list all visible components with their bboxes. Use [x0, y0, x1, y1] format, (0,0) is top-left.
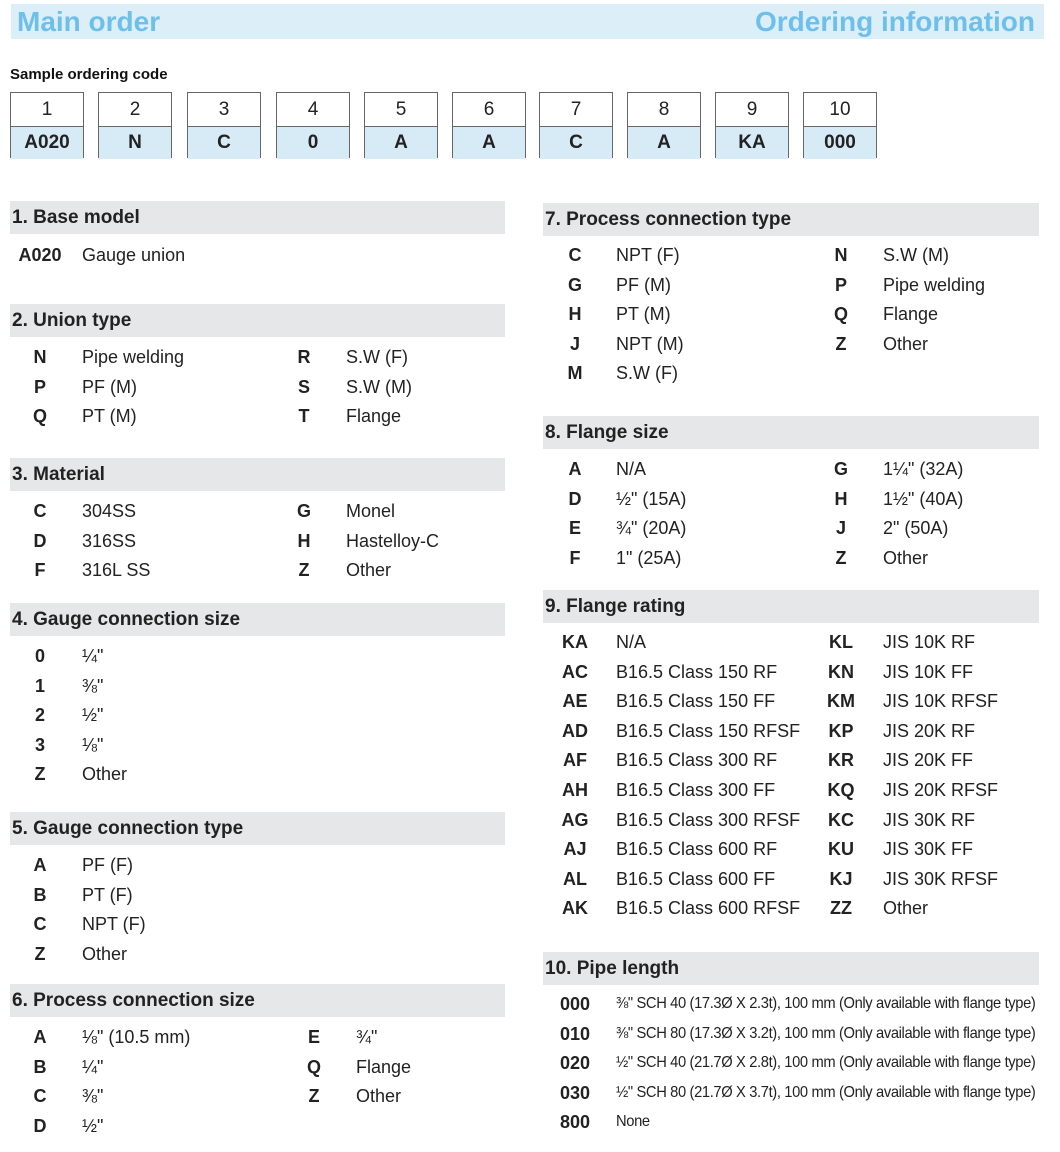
code-position-number: 5 — [365, 93, 437, 127]
section-title: 9. Flange rating — [543, 590, 1039, 623]
option-code: D — [33, 530, 47, 551]
option-description: Hastelloy-C — [346, 530, 440, 551]
option-code: ZZ — [830, 898, 852, 919]
option-code: J — [569, 333, 580, 354]
ordering-information-title: Ordering information — [755, 6, 1035, 37]
option-description: S.W (F) — [616, 363, 678, 383]
option-description: Monel — [346, 501, 396, 521]
option-code: P — [33, 376, 46, 397]
option-description: Pipe welding — [883, 274, 986, 295]
option-code: KR — [828, 750, 854, 771]
option-description: PF (M) — [82, 376, 137, 397]
section-title: 8. Flange size — [543, 416, 1039, 449]
option-description: B16.5 Class 150 FF — [616, 691, 776, 712]
option-description: B16.5 Class 600 FF — [616, 868, 776, 889]
option-code: H — [568, 304, 582, 324]
option-description: ½" — [82, 705, 104, 725]
code-position-number: 10 — [804, 93, 876, 127]
code-box-9 — [715, 92, 789, 158]
option-description: ⅜" SCH 40 (17.3Ø X 2.3t), 100 mm (Only available with flange type) — [616, 995, 1036, 1012]
option-code: 020 — [559, 1053, 591, 1074]
option-code: M — [567, 363, 583, 383]
code-position-number: 6 — [453, 93, 525, 127]
option-code: H — [297, 530, 311, 551]
section-title: 6. Process connection size — [10, 984, 505, 1017]
option-code: C — [33, 501, 47, 521]
sample-ordering-code-title: Sample ordering code — [10, 66, 168, 83]
option-code: G — [833, 459, 848, 479]
code-position-number: 1 — [11, 93, 83, 127]
option-code: Q — [833, 304, 848, 324]
option-description: ⅛" (10.5 mm) — [82, 1027, 191, 1047]
option-description: ½" SCH 40 (21.7Ø X 2.8t), 100 mm (Only available with flange type) — [616, 1054, 1036, 1072]
option-code: C — [568, 245, 582, 265]
option-code: G — [296, 501, 311, 521]
code-box-4 — [276, 92, 350, 158]
header-bar — [11, 4, 1044, 39]
option-description: PT (F) — [82, 884, 133, 905]
option-description: Other — [346, 560, 392, 580]
option-code: AE — [562, 691, 588, 712]
option-description: ¼" — [82, 1056, 104, 1077]
option-description: Other — [883, 547, 929, 568]
option-code: J — [835, 518, 846, 538]
section-title: 5. Gauge connection type — [10, 812, 505, 845]
code-value: C — [188, 127, 260, 159]
option-description: ⅜" — [82, 675, 104, 696]
option-code: AG — [561, 809, 589, 830]
code-position-number: 8 — [628, 93, 700, 127]
option-code: A — [33, 855, 47, 875]
option-code: R — [297, 347, 311, 367]
option-description: Other — [883, 333, 929, 354]
option-code: 000 — [559, 994, 591, 1014]
code-box-7 — [539, 92, 613, 158]
code-value: A020 — [11, 127, 83, 159]
section-title: 2. Union type — [10, 304, 505, 337]
code-box-5 — [364, 92, 438, 158]
option-description: Other — [82, 764, 128, 784]
option-description: ⅜" — [82, 1086, 104, 1106]
option-description: JIS 10K FF — [883, 661, 974, 682]
option-description: Flange — [346, 406, 402, 426]
option-description: JIS 20K RF — [883, 720, 976, 741]
option-description: 1½" (40A) — [883, 488, 964, 509]
option-description: B16.5 Class 150 RF — [616, 661, 778, 682]
option-description: ¼" — [82, 646, 104, 666]
section-title: 10. Pipe length — [543, 952, 1039, 985]
option-code: Z — [34, 943, 46, 964]
option-description: 304SS — [82, 501, 137, 521]
option-description: PF (M) — [616, 274, 671, 295]
section-title: 1. Base model — [10, 201, 505, 234]
option-code: H — [834, 488, 848, 509]
option-description: Gauge union — [82, 245, 186, 265]
option-code: F — [569, 547, 581, 568]
option-description: S.W (F) — [346, 347, 408, 367]
option-code: KU — [828, 839, 854, 860]
code-position-number: 9 — [716, 93, 788, 127]
option-code: A — [568, 459, 582, 479]
option-description: NPT (F) — [616, 245, 680, 265]
code-box-2 — [98, 92, 172, 158]
option-description: PT (M) — [82, 406, 137, 426]
option-code: F — [34, 560, 46, 580]
option-code: 0 — [34, 646, 45, 666]
code-box-10 — [803, 92, 877, 158]
code-value: KA — [716, 127, 788, 159]
option-description: Flange — [883, 304, 939, 324]
option-description: NPT (M) — [616, 333, 684, 354]
option-code: AJ — [563, 839, 587, 860]
option-code: KA — [562, 632, 588, 652]
option-description: ½" (15A) — [616, 488, 687, 509]
option-code: D — [33, 1115, 47, 1136]
option-description: PF (F) — [82, 855, 133, 875]
option-code: N — [834, 245, 848, 265]
code-box-6 — [452, 92, 526, 158]
option-description: JIS 20K FF — [883, 750, 974, 771]
code-value: 000 — [804, 127, 876, 159]
code-box-1 — [10, 92, 84, 158]
option-code: A — [33, 1027, 47, 1047]
option-code: S — [297, 376, 310, 397]
option-description: 316L SS — [82, 560, 151, 580]
option-code: Z — [835, 547, 847, 568]
option-description: B16.5 Class 300 RF — [616, 750, 778, 771]
section-title: 3. Material — [10, 458, 505, 491]
option-description: Flange — [356, 1056, 412, 1077]
option-description: 1¼" (32A) — [883, 459, 964, 479]
option-description: Other — [356, 1086, 402, 1106]
code-value: N — [99, 127, 171, 159]
option-description: 316SS — [82, 530, 137, 551]
option-description: 1" (25A) — [616, 547, 682, 568]
main-order-title: Main order — [17, 6, 161, 37]
option-code: AK — [562, 898, 588, 919]
option-code: KJ — [829, 868, 853, 889]
option-description: B16.5 Class 600 RFSF — [616, 898, 801, 919]
option-code: P — [834, 274, 847, 295]
option-code: B — [33, 884, 47, 905]
option-code: AC — [562, 661, 588, 682]
code-box-3 — [187, 92, 261, 158]
option-code: Z — [835, 333, 847, 354]
option-code: KN — [828, 661, 854, 682]
option-code: KP — [828, 720, 854, 741]
section-title: 7. Process connection type — [543, 203, 1039, 236]
option-description: JIS 20K RFSF — [883, 780, 999, 800]
code-box-8 — [627, 92, 701, 158]
code-value: A — [453, 127, 525, 159]
option-description: Other — [82, 943, 128, 964]
code-position-number: 4 — [277, 93, 349, 127]
option-code: B — [33, 1056, 47, 1077]
option-code: N — [33, 347, 47, 367]
option-description: S.W (M) — [346, 376, 412, 397]
option-description: Other — [883, 898, 929, 919]
option-description: 2" (50A) — [883, 518, 949, 538]
code-value: A — [365, 127, 437, 159]
option-code: A020 — [18, 245, 62, 265]
option-code: 2 — [34, 705, 45, 725]
option-code: T — [298, 406, 310, 426]
option-code: C — [33, 914, 47, 934]
option-code: AD — [562, 720, 588, 741]
code-value: A — [628, 127, 700, 159]
option-code: 010 — [559, 1023, 591, 1044]
option-description: S.W (M) — [883, 245, 949, 265]
option-description: ⅜" SCH 80 (17.3Ø X 3.2t), 100 mm (Only available with flange type) — [616, 1024, 1036, 1042]
option-code: Z — [34, 764, 46, 784]
option-description: B16.5 Class 150 RFSF — [616, 720, 801, 741]
option-description: N/A — [616, 459, 647, 479]
option-code: Z — [308, 1086, 320, 1106]
option-code: Q — [32, 406, 47, 426]
option-description: JIS 10K RF — [883, 632, 976, 652]
code-position-number: 2 — [99, 93, 171, 127]
option-description: ¾" (20A) — [616, 518, 687, 538]
option-code: Z — [298, 560, 310, 580]
option-code: D — [568, 488, 582, 509]
option-code: 3 — [34, 734, 45, 755]
option-description: B16.5 Class 300 FF — [616, 780, 776, 800]
option-description: N/A — [616, 632, 647, 652]
option-code: G — [567, 274, 582, 295]
option-description: ½" — [82, 1115, 104, 1136]
code-position-number: 3 — [188, 93, 260, 127]
option-code: E — [568, 518, 581, 538]
option-description: Pipe welding — [82, 347, 185, 367]
option-code: 030 — [559, 1082, 591, 1103]
section-title: 4. Gauge connection size — [10, 603, 505, 636]
option-description: ¾" — [356, 1027, 378, 1047]
option-code: 800 — [559, 1112, 591, 1133]
code-value: 0 — [277, 127, 349, 159]
option-code: KQ — [827, 780, 855, 800]
option-code: C — [33, 1086, 47, 1106]
option-description: ⅛" — [82, 734, 104, 755]
option-description: None — [616, 1113, 650, 1131]
option-code: E — [307, 1027, 320, 1047]
option-code: Q — [306, 1056, 321, 1077]
option-description: JIS 10K RFSF — [883, 691, 999, 712]
option-description: B16.5 Class 300 RFSF — [616, 809, 801, 830]
option-code: KC — [828, 809, 854, 830]
option-code: KL — [829, 632, 853, 652]
option-code: AF — [563, 750, 587, 771]
option-code: KM — [827, 691, 855, 712]
option-code: 1 — [34, 675, 45, 696]
option-description: JIS 30K FF — [883, 839, 974, 860]
option-code: AH — [562, 780, 588, 800]
code-value: C — [540, 127, 612, 159]
option-description: ½" SCH 80 (21.7Ø X 3.7t), 100 mm (Only available with flange type) — [616, 1083, 1036, 1101]
option-description: JIS 30K RF — [883, 809, 976, 830]
option-description: PT (M) — [616, 304, 671, 324]
option-description: NPT (F) — [82, 914, 146, 934]
code-position-number: 7 — [540, 93, 612, 127]
option-code: AL — [563, 868, 587, 889]
option-description: B16.5 Class 600 RF — [616, 839, 778, 860]
option-description: JIS 30K RFSF — [883, 868, 999, 889]
